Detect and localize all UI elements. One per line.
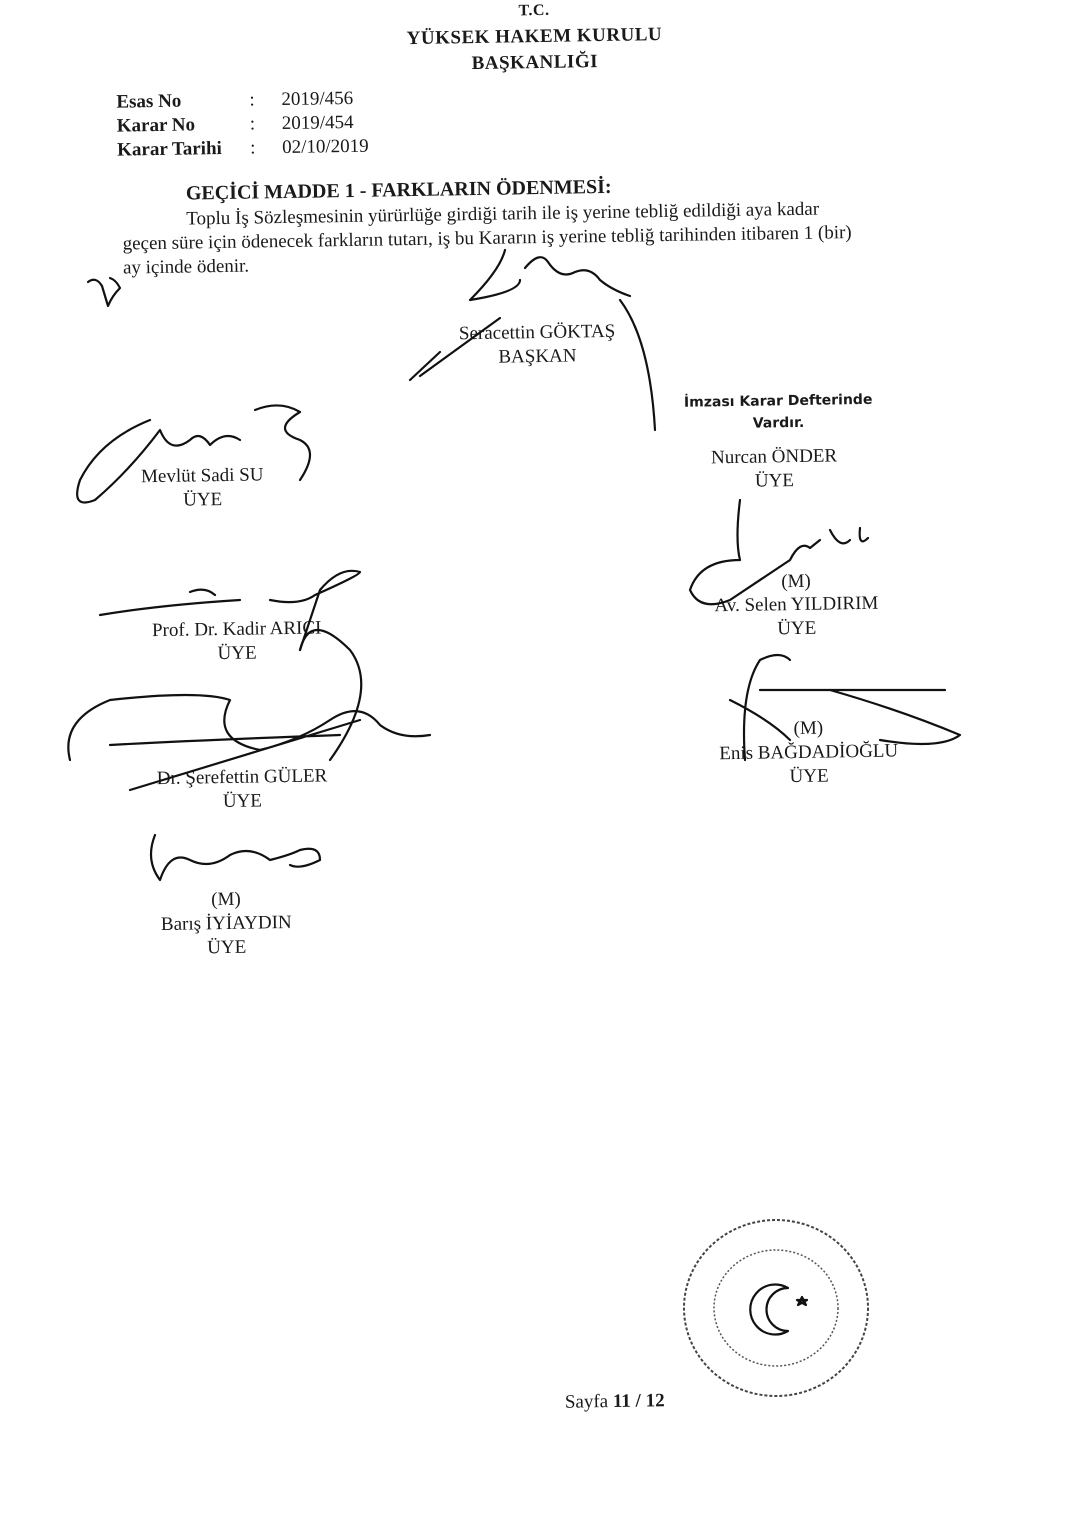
article-line-3: ay içinde ödenir. xyxy=(122,255,250,279)
star-icon xyxy=(797,1297,807,1305)
paraph-mark xyxy=(88,278,120,306)
signatory-name-goktas: Seracettin GÖKTAŞ xyxy=(458,320,616,345)
seal-inner-ring xyxy=(714,1250,838,1366)
signatory-role-su: ÜYE xyxy=(182,489,223,511)
signature-goktas xyxy=(410,250,655,430)
signatory-name-iyiaydin: Barış İYİAYDIN xyxy=(160,911,292,936)
official-seal xyxy=(678,1213,878,1403)
signatory-name-yildirim: Av. Selen YILDIRIM xyxy=(714,592,879,617)
crescent-icon xyxy=(750,1285,788,1335)
meta-colon: : xyxy=(249,113,256,135)
article-line-2: geçen süre için ödenecek farkların tutarı, iş bu Kararın iş yerine tebliğ tarihinden itibaren 1 (bir) xyxy=(122,222,852,255)
dissent-mark-bagdadioglu: (M) xyxy=(793,717,824,740)
page-total: 12 xyxy=(645,1390,665,1412)
meta-label: Esas No xyxy=(116,90,182,113)
dissent-mark-iyiaydin: (M) xyxy=(211,888,241,911)
signature-su xyxy=(77,405,310,502)
signature-bagdadioglu xyxy=(730,655,960,760)
signatory-role-yildirim: ÜYE xyxy=(777,617,817,640)
signature-in-register-note: İmzası Karar Defterinde Vardır. xyxy=(683,391,873,432)
signature-arici xyxy=(100,571,360,650)
page-label: Sayfa xyxy=(564,1391,609,1413)
meta-colon: : xyxy=(249,137,256,159)
meta-value: 2019/456 xyxy=(281,87,354,111)
page-separator: / xyxy=(635,1390,642,1412)
meta-value: 2019/454 xyxy=(281,111,354,135)
signatory-role-arici: ÜYE xyxy=(217,642,257,665)
meta-value: 02/10/2019 xyxy=(281,135,369,159)
signature-yildirim xyxy=(690,500,868,604)
signatory-role-bagdadioglu: ÜYE xyxy=(789,765,829,788)
signatory-role-guler: ÜYE xyxy=(222,790,263,813)
signatory-name-su: Mevlüt Sadi SU xyxy=(140,464,264,488)
article-title: GEÇİCİ MADDE 1 - FARKLARIN ÖDENMESİ: xyxy=(185,175,612,205)
signatory-name-arici: Prof. Dr. Kadir ARICI xyxy=(151,617,322,642)
header-institution: YÜKSEK HAKEM KURULU xyxy=(406,24,663,50)
signatory-name-onder: Nurcan ÖNDER xyxy=(710,445,838,469)
seal-outer-ring xyxy=(684,1220,868,1396)
page-current: 11 xyxy=(612,1390,632,1413)
signatory-name-guler: Dr. Şerefettin GÜLER xyxy=(156,765,328,790)
dissent-mark-yildirim: (M) xyxy=(781,570,811,593)
article-line-1: Toplu İş Sözleşmesinin yürürlüğe girdiği tarih ile iş yerine tebliğ edildiği aya kadar xyxy=(186,198,820,230)
signatory-role-iyiaydin: ÜYE xyxy=(207,936,247,959)
signature-iyiaydin xyxy=(151,835,320,880)
header-presidency: BAŞKANLIĞI xyxy=(471,51,599,75)
signature-guler xyxy=(68,630,430,790)
meta-colon: : xyxy=(249,89,255,111)
signatory-name-bagdadioglu: Enis BAĞDADİOĞLU xyxy=(719,740,899,765)
meta-label: Karar No xyxy=(116,114,196,137)
meta-label: Karar Tarihi xyxy=(116,137,223,161)
signatory-role-goktas: BAŞKAN xyxy=(498,345,577,368)
header-tc: T.C. xyxy=(518,1,550,20)
signatory-role-onder: ÜYE xyxy=(754,470,795,492)
